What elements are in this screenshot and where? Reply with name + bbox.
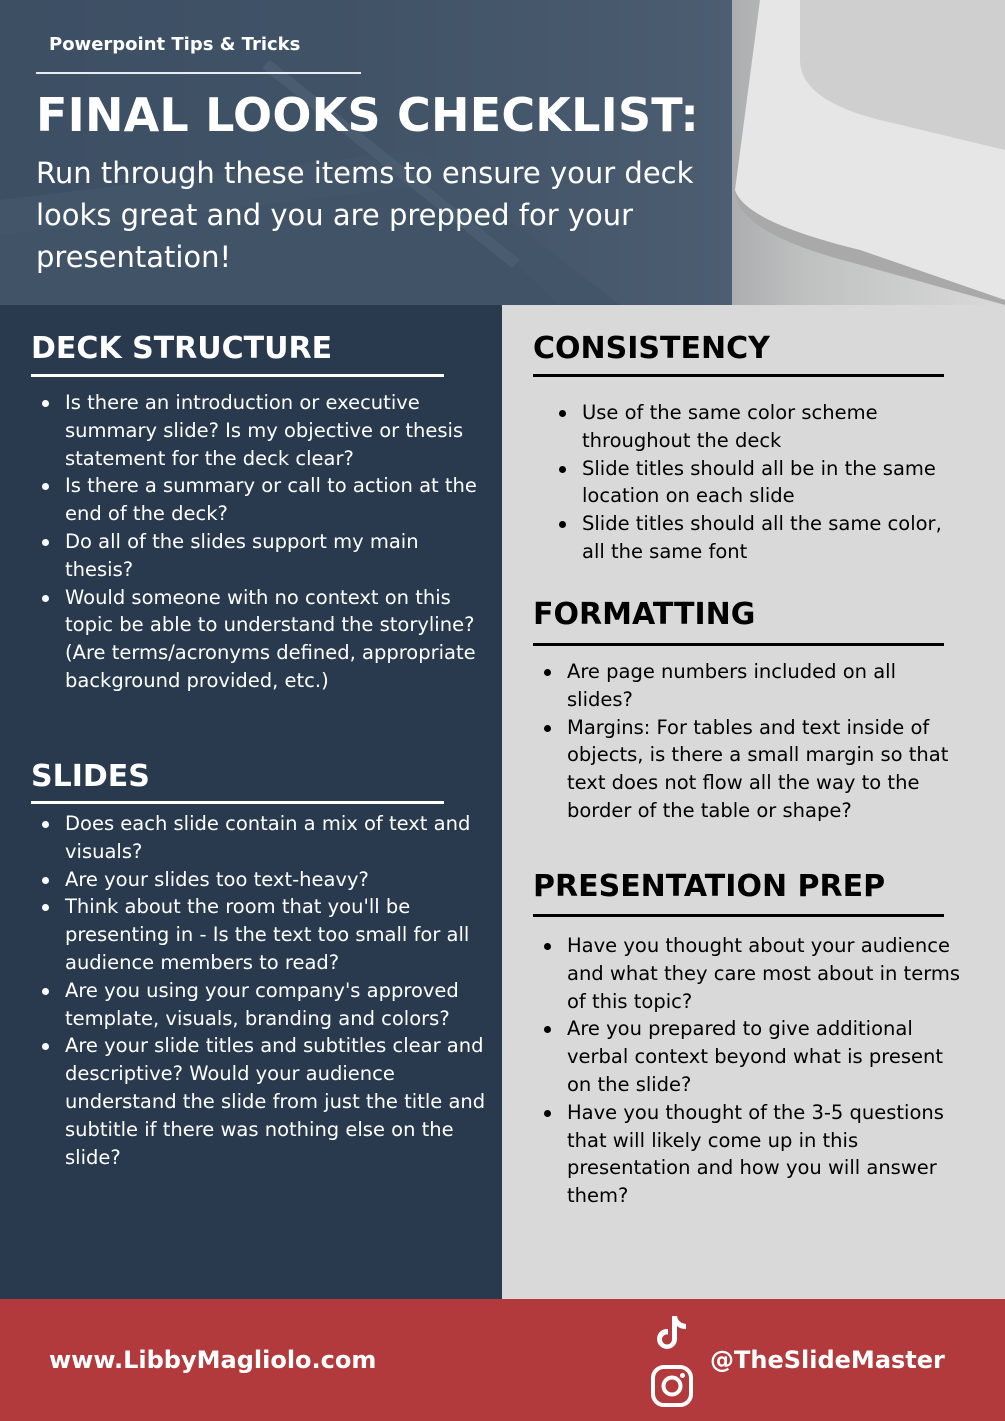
kicker-divider xyxy=(36,72,361,74)
list-item: Are page numbers included on all slides? xyxy=(533,658,963,714)
list-item: Are you prepared to give additional verbal context beyond what is present on the slide? xyxy=(533,1015,963,1098)
kicker-label: Powerpoint Tips & Tricks xyxy=(49,34,301,55)
formatting-list xyxy=(533,658,963,825)
list-item: Slide titles should all be in the same location on each slide xyxy=(548,455,968,511)
instagram-icon[interactable] xyxy=(650,1364,694,1408)
list-item: Have you thought of the 3-5 questions that will likely come up in this presentation and how you will answer them? xyxy=(533,1099,963,1210)
consistency-list xyxy=(548,399,968,566)
list-item: Does each slide contain a mix of text and visuals? xyxy=(31,810,486,866)
left-panel xyxy=(0,305,502,1299)
list-item: Do all of the slides support my main thesis? xyxy=(31,528,486,584)
deck-structure-divider xyxy=(31,374,444,377)
social-handle[interactable]: @TheSlideMaster xyxy=(710,1346,945,1374)
consistency-divider xyxy=(533,374,944,377)
formatting-divider xyxy=(533,643,944,646)
list-item: Is there an introduction or executive summary slide? Is my objective or thesis statement for the deck clear? xyxy=(31,389,486,472)
list-item: Are your slide titles and subtitles clear and descriptive? Would your audience understand the slide from just the title and subtitle if there was nothing else on the slide? xyxy=(31,1032,486,1171)
deck-structure-heading: DECK STRUCTURE xyxy=(31,331,333,366)
presentation-prep-heading: PRESENTATION PREP xyxy=(533,869,886,904)
list-item: Would someone with no context on this topic be able to understand the storyline? (Are terms/acronyms defined, appropriate background provided, etc.) xyxy=(31,584,486,695)
list-item: Are your slides too text-heavy? xyxy=(31,866,486,894)
footer-bar xyxy=(0,1299,1005,1421)
tiktok-icon[interactable] xyxy=(655,1314,689,1352)
list-item: Slide titles should all the same color, all the same font xyxy=(548,510,968,566)
list-item: Is there a summary or call to action at the end of the deck? xyxy=(31,472,486,528)
formatting-heading: FORMATTING xyxy=(533,597,756,632)
page-title: FINAL LOOKS CHECKLIST: xyxy=(36,88,699,142)
consistency-heading: CONSISTENCY xyxy=(533,331,770,366)
slides-list xyxy=(31,810,486,1171)
list-item: Have you thought about your audience and what they care most about in terms of this topic? xyxy=(533,932,963,1015)
presentation-prep-list xyxy=(533,932,963,1210)
slides-heading: SLIDES xyxy=(31,759,150,794)
header-banner xyxy=(0,0,1005,305)
list-item: Margins: For tables and text inside of objects, is there a small margin so that text does not flow all the way to the border of the table or shape? xyxy=(533,714,963,825)
right-panel xyxy=(502,305,1005,1299)
website-link[interactable]: www.LibbyMagliolo.com xyxy=(49,1346,377,1374)
list-item: Think about the room that you'll be presenting in - Is the text too small for all audience members to read? xyxy=(31,893,486,976)
page-subtitle: Run through these items to ensure your deck looks great and you are prepped for your presentation! xyxy=(36,156,694,274)
list-item: Use of the same color scheme throughout the deck xyxy=(548,399,968,455)
slides-divider xyxy=(31,801,444,804)
list-item: Are you using your company's approved template, visuals, branding and colors? xyxy=(31,977,486,1033)
presentation-prep-divider xyxy=(533,914,944,917)
deck-structure-list xyxy=(31,389,486,695)
